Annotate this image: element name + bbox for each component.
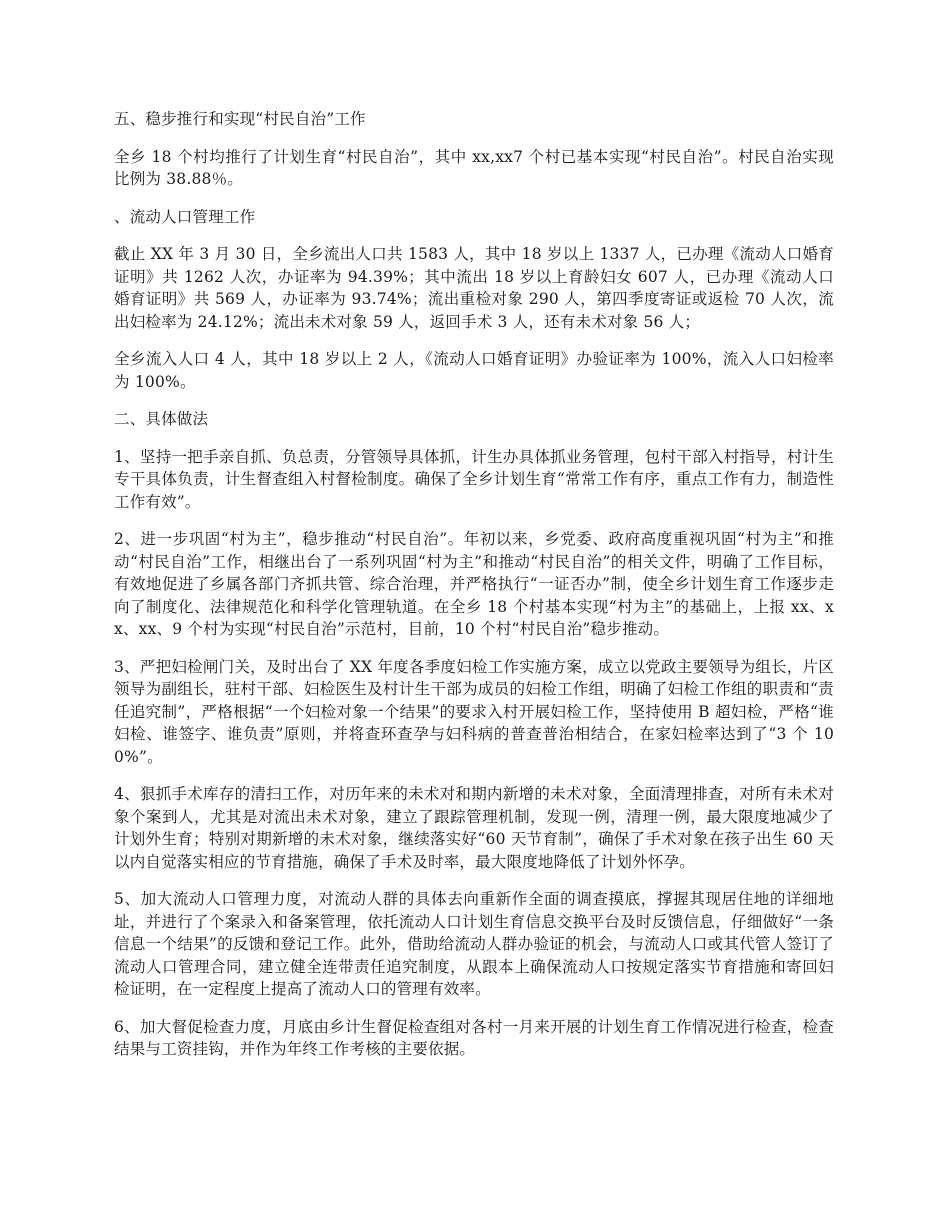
section-heading-specific-methods: 二、具体做法 (114, 410, 209, 428)
paragraph-inflow-population: 全乡流入人口 4 人，其中 18 岁以上 2 人，《流动人口婚育证明》办验证率为 100%，流入人口妇检率为 100%。 (114, 350, 834, 391)
paragraph-method-6: 6、加大督促检查力度，月底由乡计生督促检查组对各村一月来开展的计划生育工作情况进行检查，检查结果与工资挂钩，并作为年终工作考核的主要依据。 (114, 1017, 834, 1058)
paragraph-method-3: 3、严把妇检闸门关，及时出台了 XX 年度各季度妇检工作实施方案，成立以党政主要领导为组长，片区领导为副组长，驻村干部、妇检医生及村计生干部为成员的妇检工作组，明确了妇检工作组的职责和“责任追究制”，严格根据“一个妇检对象一个结果”的要求入村开展妇检工作，坚持使用 B 超妇检，严格“谁妇检、谁签字、谁负责”原则，并将查环查孕与妇科病的普查普治相结合，在家妇检率达到了“3 个 100%”。 (114, 657, 834, 766)
document-body (114, 108, 834, 1076)
paragraph-method-5: 5、加大流动人口管理力度，对流动人群的具体去向重新作全面的调查摸底，撑握其现居住地的详细地址，并进行了个案录入和备案管理，依托流动人口计划生育信息交换平台及时反馈信息，仔细做好“一条信息一个结果”的反馈和登记工作。此外，借助给流动人群办验证的机会，与流动人口或其代管人签订了流动人口管理合同，建立健全连带责任追究制度，从跟本上确保流动人口按规定落实节育措施和寄回妇检证明，在一定程度上提高了流动人口的管理有效率。 (114, 890, 834, 998)
paragraph-method-2: 2、进一步巩固“村为主”，稳步推动“村民自治”。年初以来，乡党委、政府高度重视巩固“村为主”和推动“村民自治”工作，相继出台了一系列巩固“村为主”和推动“村民自治”的相关文件，明确了工作目标，有效地促进了乡属各部门齐抓共管、综合治理，并严格执行“一证否办”制，使全乡计划生育工作逐步走向了制度化、法律规范化和科学化管理轨道。在全乡 18 个村基本实现“村为主”的基础上，上报 xx、xx、xx、9 个村为实现“村民自治”示范村，目前，10 个村“村民自治”稳步推动。 (114, 530, 834, 638)
paragraph-method-4: 4、狠抓手术库存的清扫工作，对历年来的未术对和期内新增的未术对象，全面清理排查，对所有未术对象个案到人，尤其是对流出未术对象，建立了跟踪管理机制，发现一例，清理一例，最大限度地减少了计划外生育；特别对期新增的未术对象，继续落实好“60 天节育制”，确保了手术对象在孩子出生 60 天以内自觉落实相应的节育措施，确保了手术及时率，最大限度地降低了计划外怀孕。 (114, 785, 834, 871)
section-heading-village-autonomy: 五、稳步推行和实现“村民自治”工作 (114, 110, 366, 128)
section-heading-floating-population: 、流动人口管理工作 (114, 207, 256, 226)
paragraph-outflow-population: 截止 XX 年 3 月 30 日，全乡流出人口共 1583 人，其中 18 岁以上 1337 人，已办理《流动人口婚育证明》共 1262 人次，办证率为 94.39%；其中流出 18 岁以上育龄妇女 607 人，已办理《流动人口婚育证明》共 569 人，办证率为 93.74%；流出重检对象 290 人，第四季度寄证或返检 70 人次，流出妇检率为 24.12%；流出未术对象 59 人，返回手术 3 人，还有未术对象 56 人； (114, 245, 834, 331)
paragraph-method-1: 1、坚持一把手亲自抓、负总责，分管领导具体抓，计生办具体抓业务管理，包村干部入村指导，村计生专干具体负责，计生督查组入村督检制度。确保了全乡计划生育“常常工作有序，重点工作有力，制造性工作有效”。 (114, 447, 834, 511)
paragraph-autonomy-ratio: 全乡 18 个村均推行了计划生育“村民自治”，其中 xx,xx7 个村已基本实现“村民自治”。村民自治实现比例为 38.88％。 (114, 147, 834, 188)
